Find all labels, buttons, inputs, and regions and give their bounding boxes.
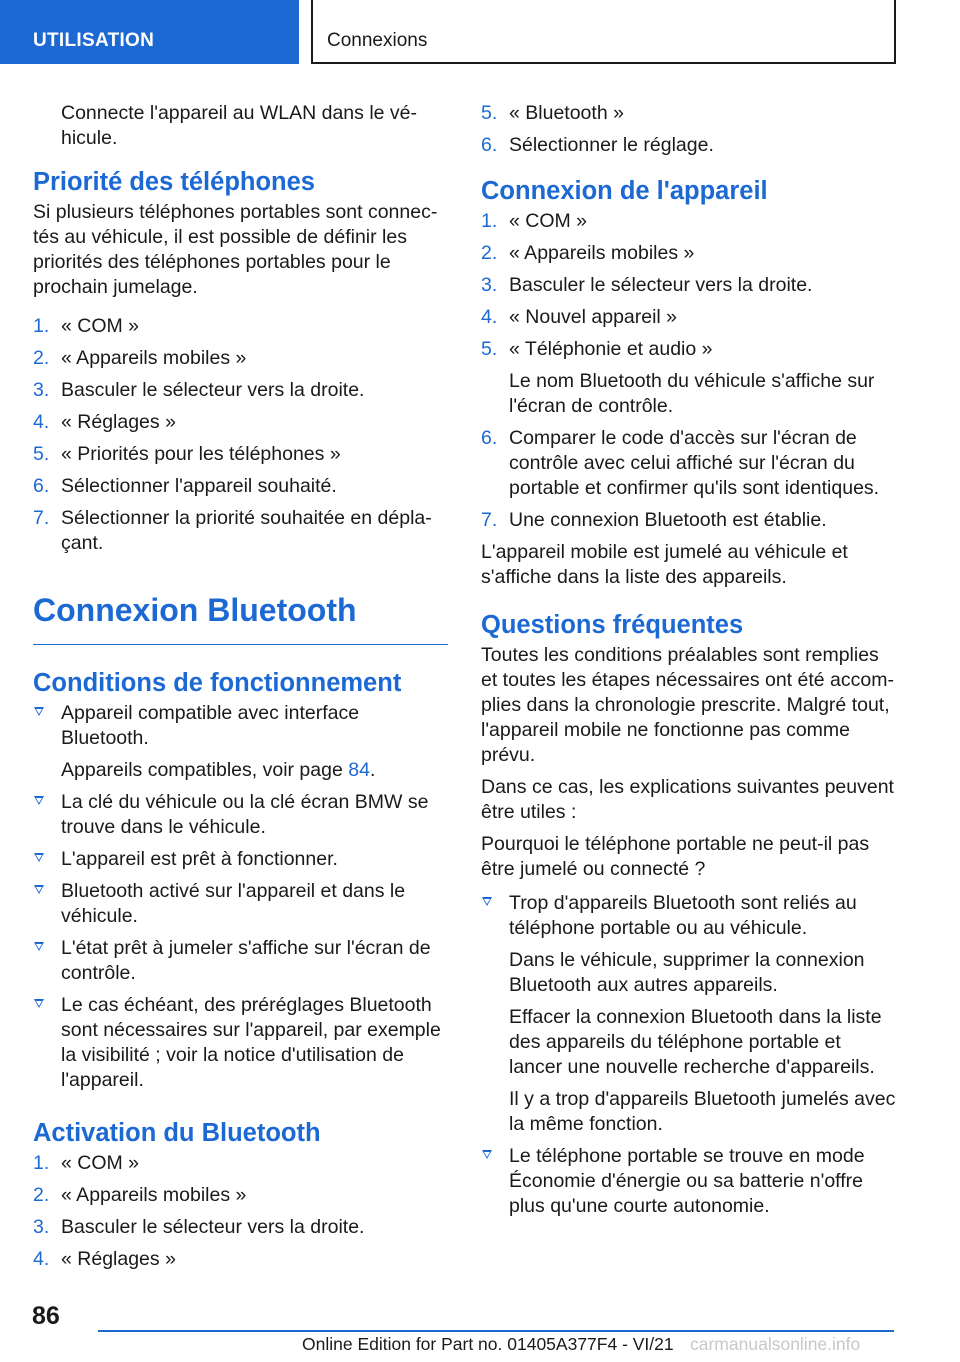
list-item [33,936,448,986]
footer-edition: Online Edition for Part no. 01405A377F4 - VI/21 [302,1334,674,1354]
step-text: Basculer le sélecteur vers la droite. [61,379,365,401]
page-reference-link[interactable]: 84 [348,759,370,781]
step-number: 1. [33,315,50,337]
step-text: « Réglages » [61,411,176,433]
step-text: Basculer le sélecteur vers la droite. [509,274,813,296]
step-number: 2. [33,347,50,369]
step-number: 3. [33,1216,50,1238]
step-number: 1. [481,210,498,232]
heading-conditions: Conditions de fonctionnement [33,669,402,697]
step-text: « Appareils mobiles » [61,347,247,369]
bullet-text: Appareil compatible avec interface Bluetooth. [61,702,360,749]
step-number: 7. [481,509,498,531]
step-number: 3. [33,379,50,401]
bullet-subtext: Effacer la connexion Bluetooth dans la liste des appareils du téléphone portable et lancer une nouvelle recherche d'appareils. [509,1006,882,1078]
questions-p2: Dans ce cas, les explications suivantes peuvent être utiles : [481,776,894,823]
step-text: « COM » [61,1152,140,1174]
step-text: Sélectionner la priorité souhaitée en déplaçant. [61,507,432,554]
step-number: 4. [33,1248,50,1270]
page-number: 86 [32,1302,60,1330]
bullet-triangle-icon [482,897,492,906]
list-item [33,993,448,1093]
step-text: « Bluetooth » [509,102,624,124]
questions-p1: Toutes les conditions préalables sont remplies et toutes les étapes nécessaires ont été accomplies dans la chronologie prescrite. Malgré tout, l'appareil mobile ne fonctionne pas comme prévu. [481,644,894,766]
questions-list [481,891,897,1219]
step-text: Une connexion Bluetooth est établie. [509,509,827,531]
heading-connexion-bluetooth: Connexion Bluetooth [33,590,448,645]
step-text: « COM » [509,210,588,232]
priorite-text: Si plusieurs téléphones portables sont connectés au véhicule, il est possible de définir les priorités des téléphones portables pour le prochain jumelage. [33,201,438,298]
bullet-triangle-icon [34,853,44,862]
list-item [481,241,897,266]
step-number: 2. [33,1184,50,1206]
list-item [481,305,897,330]
list-item [481,337,897,419]
step-number: 2. [481,242,498,264]
connexion-after: L'appareil mobile est jumelé au véhicule et s'affiche dans la liste des appareils. [481,541,848,588]
left-column [33,101,448,1279]
activation-steps [33,1151,448,1272]
bullet-text: L'appareil est prêt à fonctionner. [61,848,338,870]
bullet-triangle-icon [34,796,44,805]
activation-steps-continued [481,101,897,158]
heading-questions: Questions fréquentes [481,611,744,639]
list-item [33,879,448,929]
list-item [33,442,448,467]
watermark: carmanualsonline.info [690,1334,861,1354]
header-chapter-tab: Connexions [311,0,896,64]
list-item [33,410,448,435]
list-item [481,273,897,298]
priorite-steps [33,314,448,556]
step-number: 5. [481,338,498,360]
list-item [33,790,448,840]
heading-activation: Activation du Bluetooth [33,1119,321,1147]
list-item [33,1215,448,1240]
list-item [481,133,897,158]
list-item [481,508,897,533]
list-item [33,1183,448,1208]
step-text: « Nouvel appareil » [509,306,678,328]
bullet-triangle-icon [34,885,44,894]
bullet-subtext: Dans le véhicule, supprimer la connexion Bluetooth aux autres appareils. [509,949,865,996]
step-text: Comparer le code d'accès sur l'écran de contrôle avec celui affiché sur l'écran du portable et confirmer qu'ils sont identiques. [509,427,880,499]
step-text: « Réglages » [61,1248,176,1270]
header-section-tab: UTILISATION [0,0,299,64]
list-item [481,101,897,126]
bullet-triangle-icon [34,942,44,951]
footer-rule [98,1330,894,1332]
step-text: « Appareils mobiles » [61,1184,247,1206]
step-number: 7. [33,507,50,529]
step-number: 6. [481,134,498,156]
list-item [33,346,448,371]
step-number: 6. [481,427,498,449]
step-text: Basculer le sélecteur vers la droite. [61,1216,365,1238]
bullet-subtext [61,758,448,783]
bullet-triangle-icon [34,707,44,716]
step-text: Sélectionner le réglage. [509,134,714,156]
step-text: « COM » [61,315,140,337]
right-column [481,101,897,1226]
step-number: 3. [481,274,498,296]
step-text: « Appareils mobiles » [509,242,695,264]
list-item [33,314,448,339]
list-item [33,1151,448,1176]
heading-priorite: Priorité des téléphones [33,168,315,196]
list-item [33,506,448,556]
list-item [33,1247,448,1272]
step-number: 5. [481,102,498,124]
bullet-subtext-post: . [369,759,376,781]
step-number: 4. [481,306,498,328]
bullet-text: Le cas échéant, des préréglages Bluetooth sont nécessaires sur l'appareil, par exemple la visibilité ; voir la notice d'utilisation de l'appareil. [61,994,441,1091]
list-item [33,474,448,499]
bullet-subtext-pre: Appareils compatibles, voir page [61,759,349,781]
bullet-text: L'état prêt à jumeler s'affiche sur l'écran de contrôle. [61,937,431,984]
step-text: « Priorités pour les téléphones » [61,443,341,465]
step-number: 5. [33,443,50,465]
bullet-text: Bluetooth activé sur l'appareil et dans le véhicule. [61,880,406,927]
intro-continuation: Connecte l'appareil au WLAN dans le véhicule. [61,102,418,149]
list-item [481,426,897,501]
bullet-triangle-icon [34,999,44,1008]
list-item [33,701,448,783]
list-item [481,891,897,1137]
questions-p3: Pourquoi le téléphone portable ne peut-il pas être jumelé ou connecté ? [481,833,870,880]
bullet-text: La clé du véhicule ou la clé écran BMW se trouve dans le véhicule. [61,791,429,838]
list-item [481,209,897,234]
list-item [33,847,448,872]
step-number: 4. [33,411,50,433]
list-item [33,378,448,403]
list-item [481,1144,897,1219]
bullet-text: Le téléphone portable se trouve en mode Économie d'énergie ou sa batterie n'offre plus qu'une courte autonomie. [509,1145,865,1217]
step-text: « Téléphonie et audio » [509,338,713,360]
step-subtext: Le nom Bluetooth du véhicule s'affiche sur l'écran de contrôle. [509,370,875,417]
bullet-text: Trop d'appareils Bluetooth sont reliés au téléphone portable ou au véhicule. [509,892,857,939]
step-number: 6. [33,475,50,497]
conditions-list [33,701,448,1093]
heading-connexion-appareil: Connexion de l'appareil [481,177,768,205]
step-text: Sélectionner l'appareil souhaité. [61,475,337,497]
step-number: 1. [33,1152,50,1174]
bullet-triangle-icon [482,1150,492,1159]
bullet-subtext: Il y a trop d'appareils Bluetooth jumelés avec la même fonction. [509,1088,896,1135]
connexion-steps [481,209,897,533]
